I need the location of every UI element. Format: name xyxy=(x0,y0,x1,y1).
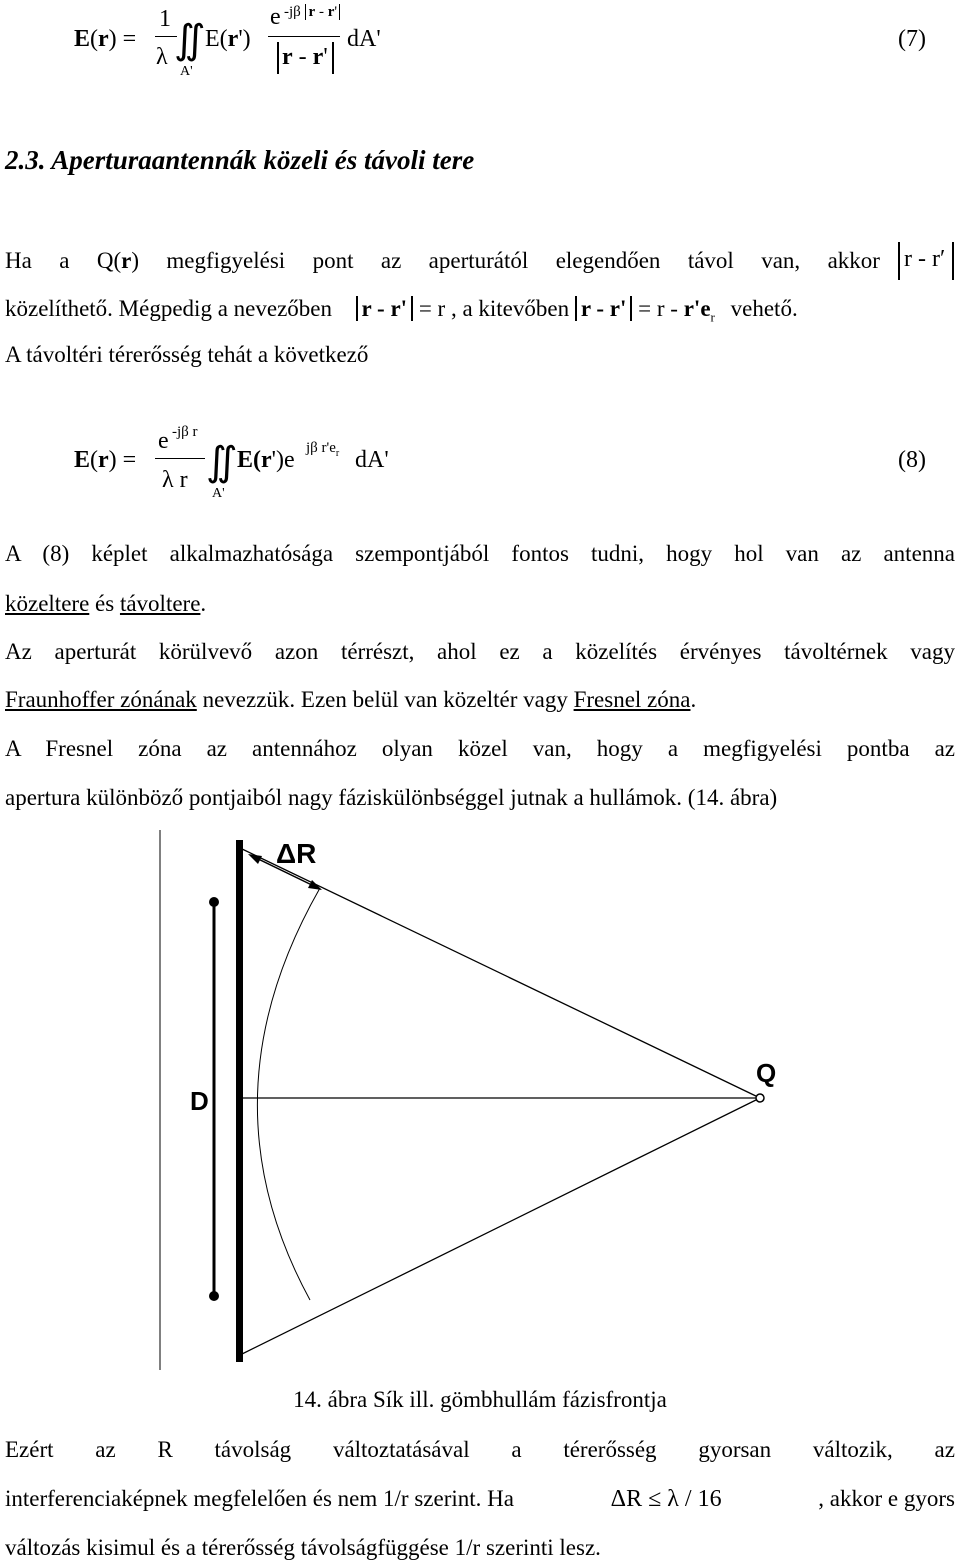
para4-line2: apertura különböző pontjaiból nagy fáziskülönbséggel jutnak a hullámok. (14. ábra) xyxy=(5,785,778,810)
label-q: Q xyxy=(756,1058,777,1088)
para3-line1: Az aperturát körülvevő azon térrészt, ahol ez a közelítés érvényes távoltérnek vagy xyxy=(5,639,955,664)
fraction-bar xyxy=(268,36,340,37)
eq7-dA: dA' xyxy=(347,26,381,52)
eq7-lhs: E(r) = xyxy=(74,26,137,52)
eq8-dA: dA' xyxy=(355,447,389,473)
label-delta-r: ΔR xyxy=(276,838,317,869)
eq7-denominator: λ xyxy=(156,44,168,70)
para1-line2: közelíthető. Mégpedig a nevezőben r - r' = r , a kitevőben $r - r' = r - r'e_r$ vehető. xyxy=(5,296,798,325)
para2-line1: A (8) képlet alkalmazhatósága szempontjából fontos tudni, hogy hol van az antenna xyxy=(5,541,955,566)
eq7-field: E(r') xyxy=(205,26,251,52)
ray-top xyxy=(240,848,760,1098)
eq7-denominator-abs: r - r' xyxy=(282,44,328,70)
eq8-field: E(r')e xyxy=(237,447,295,473)
figure-caption: 14. ábra Sík ill. gömbhullám fázisfrontja xyxy=(293,1387,667,1412)
equation-number-7: (7) xyxy=(898,26,926,52)
wavefront-arc xyxy=(257,888,320,1300)
double-integral-icon: ∬ xyxy=(174,17,206,62)
eq8-num-base: e xyxy=(158,428,169,454)
para4-line1: A Fresnel zóna az antennához olyan közel van, hogy a megfigyelési pontba az xyxy=(5,736,955,761)
eq7-exp: -jβ r - r' xyxy=(284,4,340,21)
para5-line1: Ezért az R távolság változtatásával a térerősség gyorsan változik, az xyxy=(5,1437,955,1462)
abs-bar-left xyxy=(898,242,900,280)
point-q xyxy=(756,1094,764,1102)
label-d: D xyxy=(190,1086,209,1116)
arrowhead-icon xyxy=(248,854,262,864)
para5-line3: változás kisimul és a térerősség távolságfüggése 1/r szerinti lesz. xyxy=(5,1535,601,1560)
eq8-exp: jβ $r'e_r$ xyxy=(306,440,340,459)
eq8-domain: A' xyxy=(212,486,225,501)
eq8-num-exp: -jβ r xyxy=(172,424,198,440)
eq7-numerator: 1 xyxy=(159,6,171,32)
eq7-domain: A' xyxy=(180,64,193,79)
para3-line2: Fraunhoffer zónának nevezzük. Ezen belül van közeltér vagy Fresnel zóna. xyxy=(5,687,697,712)
eq7-exp-base: e xyxy=(270,4,281,30)
para1-abs-expr: r - r′ xyxy=(904,246,946,272)
para5-line2: interferenciaképnek megfelelően és nem 1/r szerint. Ha ΔR ≤ λ / 16 , akkor e gyors xyxy=(5,1486,955,1512)
figure-14 xyxy=(0,830,960,1390)
fraction-bar xyxy=(155,458,205,459)
para2-line2: közeltere és távoltere. xyxy=(5,591,207,616)
para1-line3: A távoltéri térerősség tehát a következő xyxy=(5,342,369,367)
eq8-denominator: λ r xyxy=(162,467,188,493)
section-heading: 2.3. Aperturaantennák közeli és távoli tere xyxy=(5,145,475,175)
abs-bar-right xyxy=(332,42,334,74)
double-integral-icon: ∬ xyxy=(206,439,238,484)
dimension-end-bottom xyxy=(209,1291,219,1301)
equation-number-8: (8) xyxy=(898,447,926,473)
dimension-end-top xyxy=(209,897,219,907)
ray-bottom xyxy=(240,1098,760,1355)
abs-bar-right xyxy=(952,242,954,280)
aperture-plane xyxy=(236,840,243,1362)
eq8-lhs: E(r) = xyxy=(74,447,137,473)
para1-line1: Ha a Q(r) megfigyelési pont az aperturától elegendően távol van, akkor xyxy=(5,248,880,273)
formula-delta-r: ΔR ≤ λ / 16 xyxy=(610,1486,722,1512)
abs-bar-left xyxy=(277,42,279,74)
